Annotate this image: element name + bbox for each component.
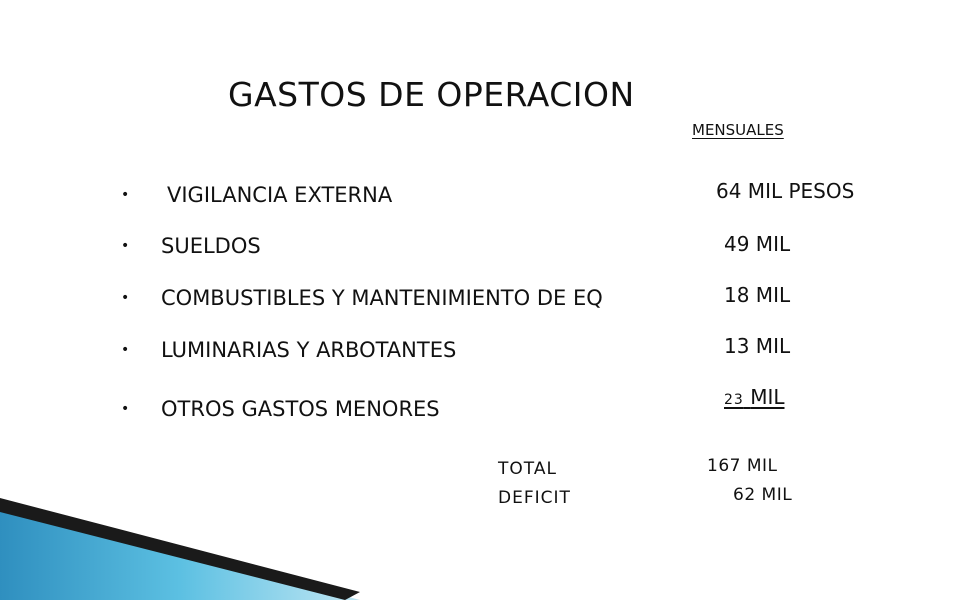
slide-title: GASTOS DE OPERACION	[228, 75, 635, 114]
total-label: TOTAL	[498, 459, 557, 479]
item-label: SUELDOS	[161, 234, 261, 258]
bullet-icon: •	[121, 342, 130, 358]
item-amount	[724, 385, 784, 409]
item-amount: 49 MIL	[724, 232, 791, 256]
item-label: COMBUSTIBLES Y MANTENIMIENTO DE EQ	[161, 286, 603, 310]
item-amount: 18 MIL	[724, 283, 791, 307]
total-amount: 167 MIL	[707, 456, 778, 476]
bullet-icon: •	[121, 290, 130, 306]
deficit-label: DEFICIT	[498, 488, 571, 508]
column-header-mensuales: MENSUALES	[692, 121, 784, 139]
item-label: OTROS GASTOS MENORES	[161, 397, 440, 421]
item-amount: 13 MIL	[724, 334, 791, 358]
item-amount: 64 MIL PESOS	[716, 179, 855, 203]
list-item	[121, 286, 603, 310]
bullet-icon: •	[121, 238, 130, 254]
item-label: LUMINARIAS Y ARBOTANTES	[161, 338, 457, 362]
list-item	[121, 397, 440, 421]
item-amount-unit: MIL	[750, 385, 785, 409]
item-label: VIGILANCIA EXTERNA	[167, 183, 393, 207]
deficit-amount: 62 MIL	[733, 485, 793, 505]
list-item	[121, 183, 392, 207]
list-item	[121, 338, 456, 362]
bullet-icon: •	[121, 187, 130, 203]
item-amount-number: 23	[724, 392, 744, 408]
list-item	[121, 234, 261, 258]
bullet-icon: •	[121, 401, 130, 417]
